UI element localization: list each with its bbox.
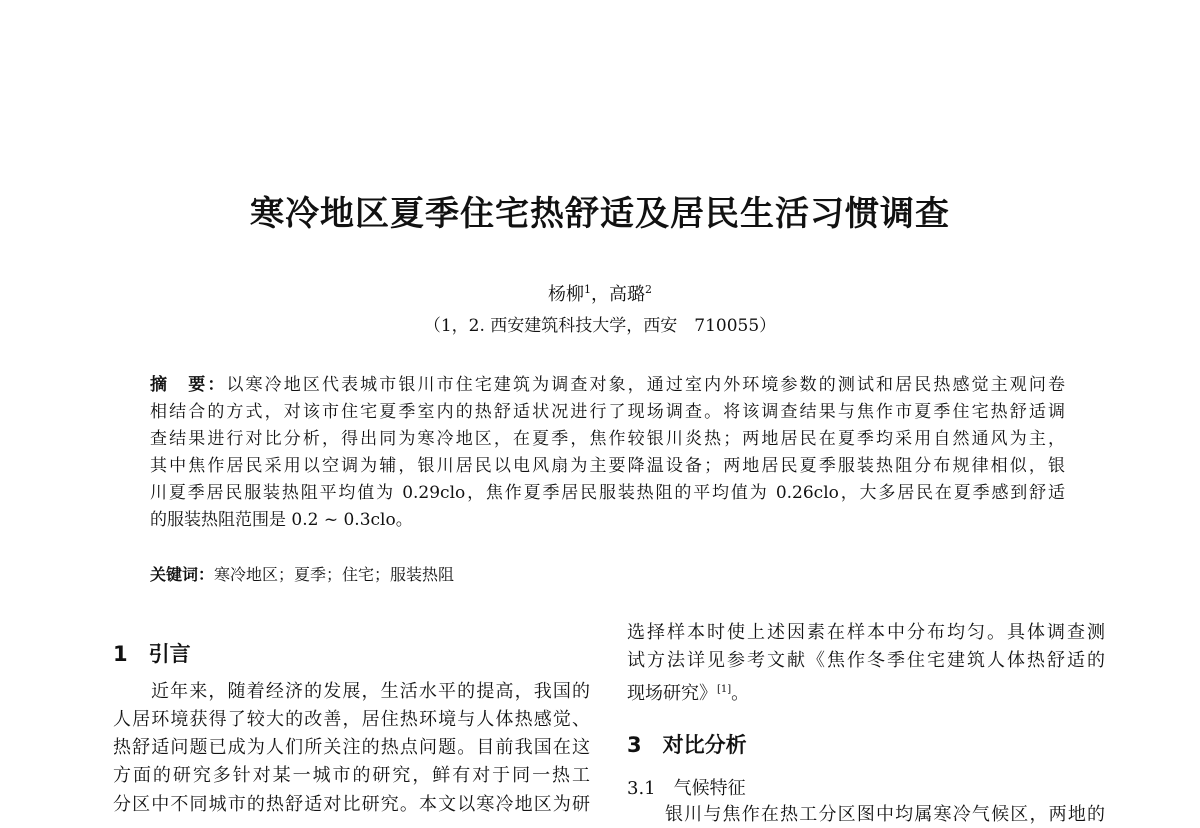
section-heading-comparison: 3 对比分析 <box>627 733 747 757</box>
body-line: 试方法详见参考文献《焦作冬季住宅建筑人体热舒适的 <box>627 650 1105 671</box>
author-name: 杨柳 <box>548 284 584 305</box>
author-separator: ， <box>591 284 609 305</box>
body-line: 现场研究》[1]。 <box>627 683 750 703</box>
subsection-heading-climate: 3.1 气候特征 <box>627 778 746 799</box>
body-line: 方面的研究多针对某一城市的研究，鲜有对于同一热工 <box>113 765 590 786</box>
body-line: 选择样本时使上述因素在样本中分布均匀。具体调查测 <box>627 622 1105 643</box>
body-line: 热舒适问题已成为人们所关注的热点问题。目前我国在这 <box>113 737 590 758</box>
body-line: 分区中不同城市的热舒适对比研究。本文以寒冷地区为研 <box>113 794 590 815</box>
abstract-line: 其中焦作居民采用以空调为辅，银川居民以电风扇为主要降温设备；两地居民夏季服装热阻分布规律相似，银 <box>150 456 1065 476</box>
abstract-line: 的服装热阻范围是 0.2 ~ 0.3clo。 <box>150 510 413 530</box>
abstract-line: 查结果进行对比分析，得出同为寒冷地区，在夏季，焦作较银川炎热；两地居民在夏季均采用自然通风为主， <box>150 429 1065 449</box>
abstract-line: 摘 要：以寒冷地区代表城市银川市住宅建筑为调查对象，通过室内外环境参数的测试和居民热感觉主观问卷 <box>150 375 1065 395</box>
body-line: 人居环境获得了较大的改善，居住热环境与人体热感觉、 <box>113 709 590 730</box>
citation-reference: [1] <box>717 684 732 695</box>
author-name: 高璐 <box>609 284 645 305</box>
body-line: 近年来，随着经济的发展，生活水平的提高，我国的 <box>151 681 590 702</box>
abstract-line: 川夏季居民服装热阻平均值为 0.29clo，焦作夏季居民服装热阻的平均值为 0.26clo，大多居民在夏季感到舒适 <box>150 483 1065 503</box>
paper-title: 寒冷地区夏季住宅热舒适及居民生活习惯调查 <box>250 194 950 234</box>
abstract-label: 摘 要： <box>150 375 227 395</box>
authors <box>0 280 1200 306</box>
author-affiliation-mark: 2 <box>645 283 652 296</box>
keywords <box>150 562 454 585</box>
abstract-line: 相结合的方式，对该市住宅夏季室内的热舒适状况进行了现场调查。将该调查结果与焦作市夏季住宅热舒适调 <box>150 402 1065 422</box>
section-heading-introduction: 1 引言 <box>113 642 191 666</box>
affiliation: （1，2. 西安建筑科技大学，西安 710055） <box>423 316 777 336</box>
author-affiliation-mark: 1 <box>584 283 591 296</box>
keywords-text: 寒冷地区；夏季；住宅；服装热阻 <box>214 565 455 584</box>
body-line: 银川与焦作在热工分区图中均属寒冷气候区，两地的 <box>665 804 1105 825</box>
keywords-label: 关键词： <box>150 565 215 584</box>
